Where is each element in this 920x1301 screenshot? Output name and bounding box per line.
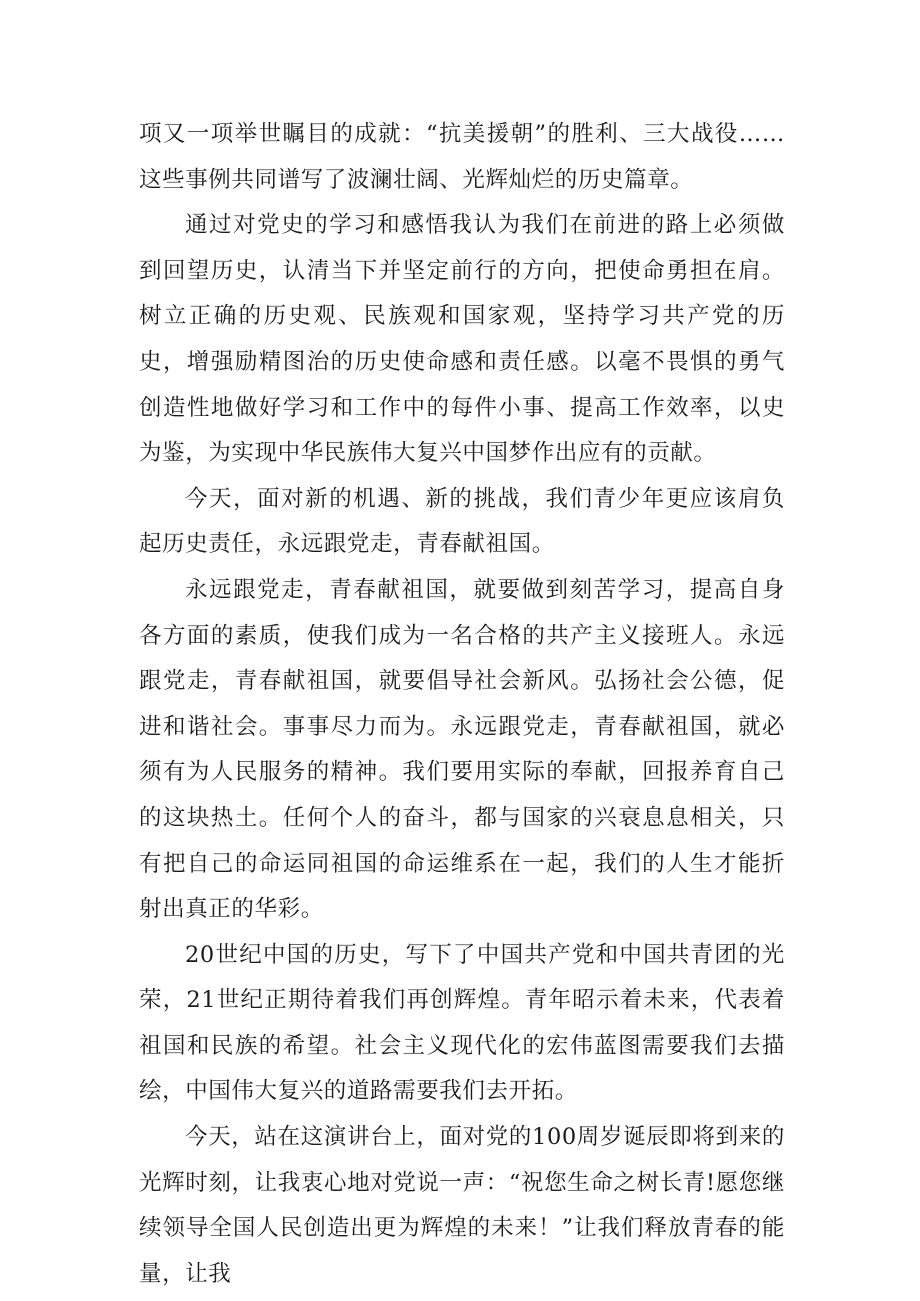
document-body bbox=[139, 112, 785, 1297]
paragraph-continuation: 项又一项举世瞩目的成就：“抗美援朝”的胜利、三大战役……这些事例共同谱写了波澜壮阔、光辉灿烂的历史篇章。 bbox=[139, 121, 785, 193]
paragraph: 永远跟党走，青春献祖国，就要做到刻苦学习，提高自身各方面的素质，使我们成为一名合格的共产主义接班人。永远跟党走，青春献祖国，就要倡导社会新风。弘扬社会公德，促进和谐社会。事事尽力而为。永远跟党走，青春献祖国，就必须有为人民服务的精神。我们要用实际的奉献，回报养育自己的这块热土。任何个人的奋斗，都与国家的兴衰息息相关，只有把自己的命运同祖国的命运维系在一起，我们的人生才能折射出真正的华彩。 bbox=[139, 576, 785, 923]
paragraph: 今天，面对新的机遇、新的挑战，我们青少年更应该肩负起历史责任，永远跟党走，青春献祖国。 bbox=[139, 485, 785, 558]
paragraph: 通过对党史的学习和感悟我认为我们在前进的路上必须做到回望历史，认清当下并坚定前行的方向，把使命勇担在肩。树立正确的历史观、民族观和国家观，坚持学习共产党的历史，增强励精图治的历史使命感和责任感。以毫不畏惧的勇气创造性地做好学习和工作中的每件小事、提高工作效率，以史为鉴，为实现中华民族伟大复兴中国梦作出应有的贡献。 bbox=[139, 212, 785, 467]
paragraph: 20世纪中国的历史，写下了中国共产党和中国共青团的光荣，21世纪正期待着我们再创辉煌。青年昭示着未来，代表着祖国和民族的希望。社会主义现代化的宏伟蓝图需要我们去描绘，中国伟大复兴的道路需要我们去开拓。 bbox=[139, 941, 785, 1105]
paragraph: 今天，站在这演讲台上，面对党的100周岁诞辰即将到来的光辉时刻，让我衷心地对党说一声：“祝您生命之树长青!愿您继续领导全国人民创造出更为辉煌的未来！”让我们释放青春的能量，让我 bbox=[139, 1124, 785, 1287]
